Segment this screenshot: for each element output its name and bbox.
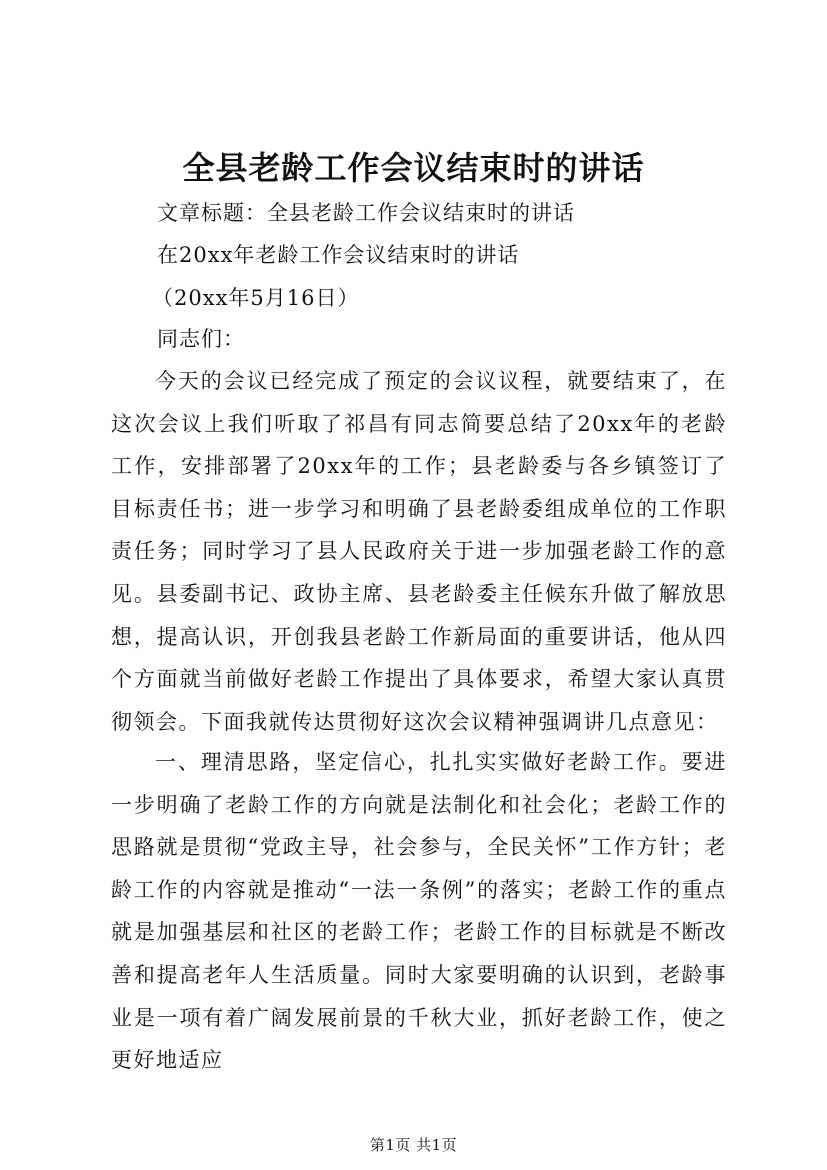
salutation: 同志们：	[157, 327, 245, 351]
speech-subtitle: 在20xx年老龄工作会议结束时的讲话	[157, 243, 520, 267]
body-paragraph: 今天的会议已经完成了预定的会议议程，就要结束了，在这次会议上我们听取了祁昌有同志简要总结了20xx年的老龄工作，安排部署了20xx年的工作；县老龄委与各乡镇签订了目标责任书；进一步学习和明确了县老龄委组成单位的工作职责任务；同时学习了县人民政府关于进一步加强老龄工作的意见。县委副书记、政协主席、县老龄委主任候东升做了解放思想，提高认识，开创我县老龄工作新局面的重要讲话，他从四个方面就当前做好老龄工作提出了具体要求，希望大家认真贯彻领会。下面我就传达贯彻好这次会议精神强调讲几点意见：	[111, 369, 727, 734]
speech-date: （20xx年5月16日）	[152, 286, 360, 310]
body-paragraph: 一、理清思路，坚定信心，扎扎实实做好老龄工作。要进一步明确了老龄工作的方向就是法制化和社会化；老龄工作的思路就是贯彻“党政主导，社会参与，全民关怀”工作方针；老龄工作的内容就是推动“一法一条例”的落实；老龄工作的重点就是加强基层和社区的老龄工作；老龄工作的目标就是不断改善和提高老年人生活质量。同时大家要明确的认识到，老龄事业是一项有着广阔发展前景的千秋大业，抓好老龄工作，使之更好地适应	[111, 750, 727, 1073]
page-footer: 第1页 共1页	[369, 1136, 458, 1154]
document-title: 全县老龄工作会议结束时的讲话	[182, 149, 645, 187]
article-title-line: 文章标题：全县老龄工作会议结束时的讲话	[157, 201, 575, 225]
